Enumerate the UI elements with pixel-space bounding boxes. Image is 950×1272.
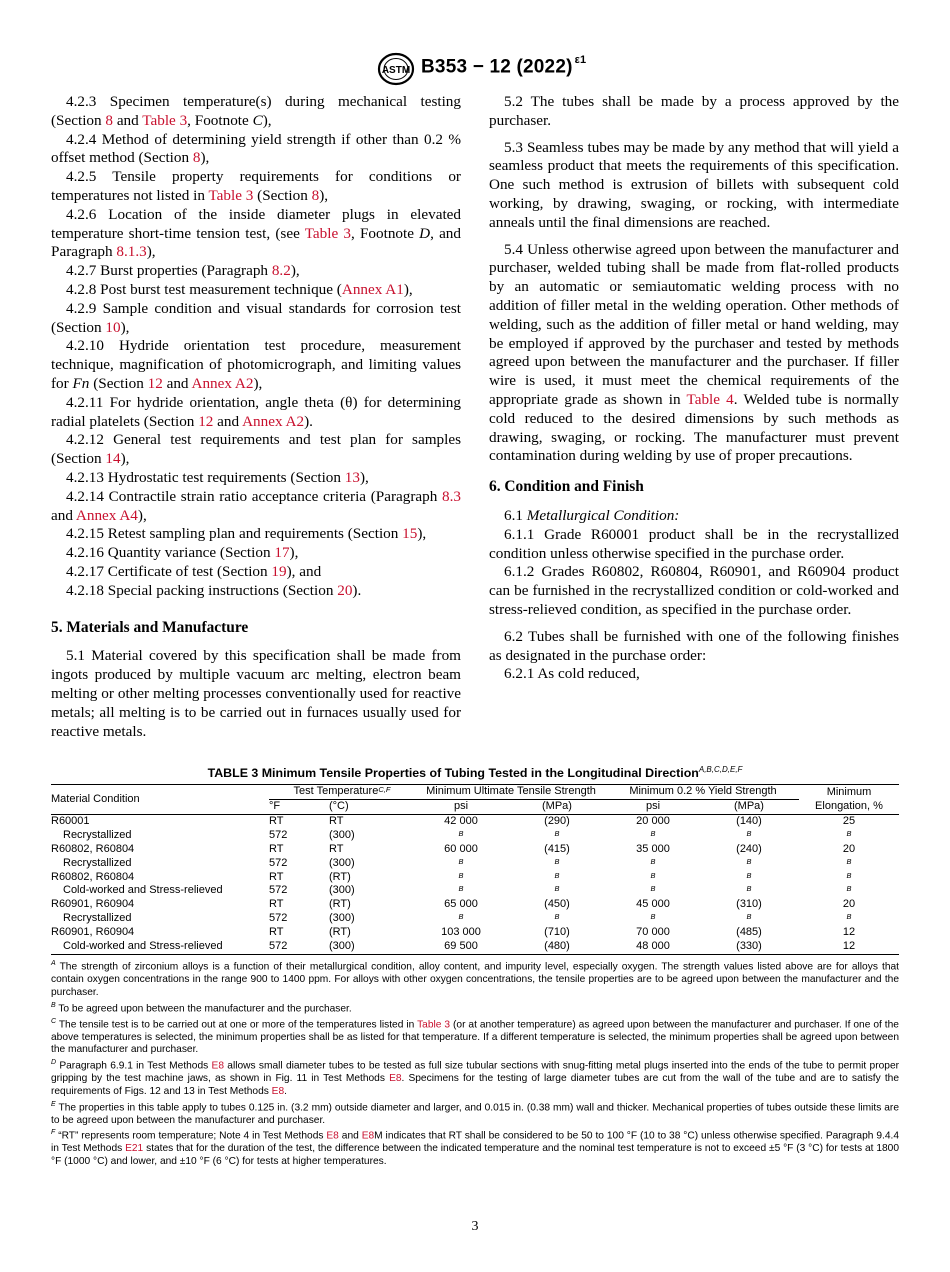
requirement-item [51,563,461,582]
uts-psi-cell [415,884,507,898]
elongation-cell [799,829,899,843]
item-text: (Section [89,374,148,392]
mat-cell: R60802, R60804 [51,870,135,883]
temp-c-cell: RT [329,814,344,827]
table-footnotes [51,958,899,1169]
item-text: 4.2.13 Hydrostatic test requirements (Section [66,468,345,486]
temp-c-cell: (RT) [329,926,351,939]
paragraph-6-1-2: 6.1.2 Grades R60802, R60804, R60901, and R60904 product can be furnished in the recrystallized condition or cold-worked and stress-relieved condition, as specified in the purchase order. [489,563,899,618]
uts-psi-cell: 69 500 [444,940,478,953]
uts-psi-cell: 60 000 [444,842,478,855]
table-body [51,814,899,954]
requirement-item [51,544,461,563]
item-text: 4.2.9 Sample condition and visual standards for corrosion test (Section [51,299,461,336]
cross-reference-link[interactable]: 10 [105,318,121,336]
requirement-item [51,488,461,526]
temp-f-cell: 572 [269,884,288,897]
temp-f-cell: 572 [269,828,288,841]
elongation-cell: 12 [842,926,856,939]
mat-cell: Cold-worked and Stress-relieved [63,884,223,897]
footnote-b-marker: B [458,828,464,838]
temp-c-cell: (RT) [329,870,351,883]
e8-link[interactable]: E8 [211,1060,224,1072]
item-text: and [213,412,243,430]
temp-c-cell: (300) [329,828,355,841]
footnote-b-marker: B [650,828,656,838]
uts-mpa-cell: (290) [544,814,570,827]
footnote-b-marker: B [746,884,752,894]
uts-mpa-cell: (710) [544,926,570,939]
cross-reference-link[interactable]: Table 3 [208,186,254,204]
item-text: 4.2.17 Certificate of test (Section [66,562,272,580]
uts-psi-cell: 42 000 [444,814,478,827]
item-text: 4.2.10 Hydride orientation test procedure, measurement technique, magnification of photomicrograph, and limiting values for [51,337,461,392]
footnote-b-marker: B [554,884,560,894]
ys-mpa-cell: (485) [736,926,762,939]
cross-reference-link[interactable]: 8 [311,186,320,204]
item-emphasis: D [419,224,431,242]
footnote-b-marker: B [650,884,656,894]
mat-cell: R60901, R60904 [51,898,135,911]
uts-mpa-cell: (480) [544,940,570,953]
elongation-cell [799,871,899,885]
table-bottom-rule [51,954,899,955]
unit-psi: psi [607,800,699,815]
ys-psi-cell [607,871,699,885]
footnote-b-marker: B [650,870,656,880]
temp-f-cell: 572 [269,912,288,925]
mat-cell: Recrystallized [63,912,132,925]
ys-mpa-cell: (310) [736,898,762,911]
item-text: 4.2.16 Quantity variance (Section [66,544,275,562]
requirement-item [51,431,461,469]
item-text: , Footnote [351,224,420,242]
mat-cell: Cold-worked and Stress-relieved [63,940,223,953]
footnote-b-marker: B [554,856,560,866]
astm-logo-icon [375,52,417,86]
uts-psi-cell: 65 000 [444,898,478,911]
footnote-b-marker: B [554,828,560,838]
uts-psi-cell [415,871,507,885]
table-4-link[interactable]: Table 4 [686,390,734,408]
table-3-link[interactable]: Table 3 [417,1018,451,1030]
e21-link[interactable]: E21 [125,1143,144,1155]
ys-psi-cell [607,857,699,871]
item-text: 4.2.8 Post burst test measurement technique ( [66,280,342,298]
cross-reference-link[interactable]: 20 [337,581,353,599]
footnote-b-marker: B [458,870,464,880]
footnote-b-marker: B [846,870,852,880]
ys-mpa-cell: (330) [736,940,762,953]
ys-mpa-cell: (140) [736,814,762,827]
svg-text:ASTM: ASTM [381,65,411,76]
requirement-item [51,469,461,488]
mat-cell: Recrystallized [63,856,132,869]
item-text: ). [352,581,362,599]
temp-c-cell: (RT) [329,898,351,911]
footnote-f: $^F$ “RT” represents room temperature; Note 4 in Test Methods E8 and E8M indicates that RT shall be considered to be 50 to 100 °F (10 to 38 °C) unless otherwise specified. Paragraph 9.4.4 in Test Methods E21 states that for the duration of the test, the difference between the indicated temperature and the nominal test temperature is not to exceed ±5 °F (3 °C) for tests at 1800 °F (1000 °C) and lower, and ±10 °F (6 °C) for tests at higher temperatures. [51,1129,900,1168]
paragraph-5-4: 5.4 Unless otherwise agreed upon between the manufacturer and purchaser, welded tubing shall be made from flat-rolled products by an automatic or semiautomatic welding process with no addition of filler metal in the welding operation. Other methods of welding, such as the addition of filler metal or hand welding, may be employed if approved by the purchaser and tested by methods agreed upon between the manufacturer and the purchaser. If filler wire is used, it must meet the chemical requirements of the appropriate grade as shown in Table 4. Welded tube is normally cold reduced to the desired dimensions by such methods as drawing, swaging, or rocking. The manufacturer must prevent contamination during welding by use of proper precautions. [489,240,900,465]
item-text: ), [319,186,329,204]
elongation-cell: 20 [842,842,856,855]
e8m-link[interactable]: E8 [361,1130,375,1142]
item-text: 4.2.14 Contractile strain ratio acceptance criteria (Paragraph [66,487,443,505]
col-header-temperature: Test Temperature$^{C,F}$ [269,785,415,800]
table-row [51,857,899,871]
temp-f-cell: RT [269,926,284,939]
item-text: ), and [286,562,322,580]
footnote-b-marker: B [458,856,464,866]
item-emphasis: Fn [72,374,90,392]
item-text: ), [290,262,300,280]
elongation-cell: 20 [842,898,856,911]
ys-mpa-cell: (240) [736,842,762,855]
item-text: ), [262,111,272,129]
item-text: ), [253,374,263,392]
paragraph-6-1: 6.1 Metallurgical Condition: [504,506,680,524]
item-text: ), [403,280,413,298]
cross-reference-link[interactable]: 8 [192,149,201,167]
temp-f-cell: RT [269,814,284,827]
footnote-c: $^C$ The tensile test is to be carried out at one or more of the temperatures listed in Table 3 (or at another temperature) as agreed upon between the manufacturer and purchaser. If one of the above temperatures is selected, the minimum properties shall be as listed for that temperature. If a different temperature is selected, the minimum properties shall be agreed upon between the manufacturer and purchaser. [51,1017,899,1056]
cross-reference-link[interactable]: 12 [147,374,163,392]
paragraph-5-1: 5.1 Material covered by this specification shall be made from ingots produced by multiple vacuum arc melting, electron beam melting or other melting processes conventionally used for reactive metals; all melting is to be carried out in furnaces usually used for reactive metals. [51,647,461,740]
table-row [51,884,899,898]
cross-reference-link[interactable]: Table 3 [142,111,188,129]
elongation-cell: 12 [842,940,856,953]
requirement-item [51,131,461,169]
item-text: 4.2.3 Specimen temperature(s) during mechanical testing (Section [51,93,461,129]
item-text: and [113,111,143,129]
footnote-b: $^B$ To be agreed upon between the manufacturer and the purchaser. [51,1001,352,1014]
footnote-b-marker: B [746,912,752,922]
cross-reference-link[interactable]: 17 [274,544,290,562]
uts-psi-cell [415,912,507,926]
item-text: 4.2.18 Special packing instructions (Section [66,581,338,599]
footnote-b-marker: B [458,912,464,922]
table-3-title: TABLE 3 Minimum Tensile Properties of Tubing Tested in the Longitudinal Direction$^{A,B,C,D,E,F}$ [207,765,743,781]
table-row [51,829,899,843]
temp-c-cell: RT [329,842,344,855]
paragraph-6-2: 6.2 Tubes shall be furnished with one of the following finishes as designated in the purchase order: [489,627,899,664]
mat-cell: R60001 [51,814,90,827]
cross-reference-link[interactable]: Annex A2 [191,374,254,392]
requirement-item [51,281,461,300]
unit-f: °F [269,800,329,815]
mat-cell: R60802, R60804 [51,842,135,855]
uts-mpa-cell: (415) [544,842,570,855]
cross-reference-link[interactable]: Annex A4 [75,506,138,524]
table-row [51,814,899,828]
footnote-b-marker: B [846,856,852,866]
e8-link[interactable]: E8 [271,1085,285,1097]
table-row [51,912,899,926]
mat-cell: R60901, R60904 [51,926,135,939]
unit-psi: psi [415,800,507,815]
requirement-item [51,168,461,206]
e8-link[interactable]: E8 [326,1130,339,1142]
document-designation: B353 − 12 (2022) $^{\varepsilon 1}$ [421,54,587,78]
ys-psi-cell [607,912,699,926]
table-row [51,926,899,940]
item-text: ). [304,412,313,430]
cross-reference-link[interactable]: Annex A1 [341,280,404,298]
requirement-item [51,525,461,544]
item-text: 4.2.6 Location of the inside diameter plugs in elevated temperature short-time tension test, (see [51,205,461,242]
item-text: ), [120,450,130,468]
uts-psi-cell: 103 000 [441,926,481,939]
temp-f-cell: RT [269,842,284,855]
item-text: , Footnote [187,111,253,129]
footnote-b-marker: B [554,870,560,880]
cross-reference-link[interactable]: 12 [198,412,214,430]
item-text: and [51,506,76,524]
temp-c-cell: (300) [329,856,355,869]
footnote-e: $^E$ The properties in this table apply to tubes 0.125 in. (3.2 mm) outside diameter and larger, and 0.015 in. (0.38 mm) wall and thicker. Mechanical properties of tubes outside these limits are to be agreed upon between the manufacturer and purchaser. [51,1100,899,1126]
ys-mpa-cell [699,857,799,871]
temp-f-cell: 572 [269,940,288,953]
ys-mpa-cell [699,871,799,885]
ys-psi-cell: 45 000 [636,898,670,911]
footnote-b-marker: B [846,884,852,894]
item-text: 4.2.5 Tensile property requirements for conditions or temperatures not listed in [51,168,461,204]
requirement-item [51,394,461,432]
col-header-material: Material Condition [51,785,269,815]
uts-mpa-cell [507,871,607,885]
item-text: ), [417,525,427,543]
uts-mpa-cell: (450) [544,898,570,911]
temp-c-cell: (300) [329,912,355,925]
cross-reference-link[interactable]: 15 [402,525,418,543]
uts-mpa-cell [507,829,607,843]
item-text: ), [120,318,130,336]
footnote-b-marker: B [746,870,752,880]
elongation-cell [799,884,899,898]
cross-reference-link[interactable]: 8.1.3 [116,243,147,261]
ys-mpa-cell [699,829,799,843]
temp-c-cell: (300) [329,940,355,953]
requirement-item [51,93,461,131]
footnote-a: $^A$ The strength of zirconium alloys is a function of their metallurgical condition, alloy content, and impurity level, especially oxygen. The strength values listed above are for alloys that contain oxygen concentrations in the range 900 to 1400 ppm. For alloys with other oxygen concentrations, the tensile properties are to be agreed upon between the manufacturer and the purchaser. [51,960,899,998]
temp-f-cell: RT [269,870,284,883]
unit-mpa: (MPa) [699,800,799,815]
footnote-b-marker: B [746,828,752,838]
section-6-heading: 6. Condition and Finish [489,478,644,496]
item-text: 4.2.12 General test requirements and test plan for samples (Section [51,431,461,468]
requirement-item [51,206,461,262]
uts-mpa-cell [507,912,607,926]
ys-psi-cell: 48 000 [636,940,670,953]
item-text: , and Paragraph [51,224,461,261]
footnote-b-marker: B [650,912,656,922]
page-header [0,52,950,88]
ys-psi-cell [607,829,699,843]
mat-cell: Recrystallized [63,828,132,841]
footnote-b-marker: B [458,884,464,894]
footnote-b-marker: B [846,912,852,922]
cross-reference-link[interactable]: Table 3 [304,224,351,242]
uts-mpa-cell [507,884,607,898]
elongation-cell [799,857,899,871]
item-text: ), [200,149,210,167]
item-text: 4.2.15 Retest sampling plan and requirements (Section [66,525,403,543]
uts-mpa-cell [507,857,607,871]
paragraph-6-1-1: 6.1.1 Grade R60001 product shall be in the recrystallized condition unless otherwise specified in the purchase order. [489,525,899,562]
requirement-item [51,582,461,601]
uts-psi-cell [415,857,507,871]
item-text: ), [289,544,299,562]
table-3 [51,765,899,1169]
ys-psi-cell: 70 000 [636,926,670,939]
item-text: ), [137,506,147,524]
cross-reference-link[interactable]: 8.3 [442,487,461,505]
footnote-b-marker: B [650,856,656,866]
table-row [51,871,899,885]
item-text: 4.2.11 For hydride orientation, angle theta (θ) for determining radial platelets (Section [51,393,461,430]
paragraph-6-2-1: 6.2.1 As cold reduced, [504,665,640,683]
table-row [51,940,899,954]
item-text: (Section [253,186,312,204]
ys-psi-cell: 35 000 [636,842,670,855]
elongation-cell: 25 [842,814,856,827]
col-header-uts: Minimum Ultimate Tensile Strength [415,785,607,800]
item-text: ), [146,243,156,261]
unit-c: (°C) [329,800,415,815]
table-row [51,843,899,857]
requirements-list [51,93,461,601]
col-header-elongation: Minimum Elongation, % [799,785,899,815]
temp-c-cell: (300) [329,884,355,897]
right-column [489,93,899,684]
ys-mpa-cell [699,912,799,926]
ys-mpa-cell [699,884,799,898]
requirement-item [51,337,461,393]
e8-link[interactable]: E8 [389,1073,402,1085]
unit-mpa: (MPa) [507,800,607,815]
requirement-item [51,262,461,281]
item-text: 4.2.4 Method of determining yield strength if other than 0.2 % offset method (Section [51,130,461,167]
table-row [51,898,899,912]
item-text: ), [359,468,369,486]
cross-reference-link[interactable]: 8.2 [271,262,291,280]
item-text: 4.2.7 Burst properties (Paragraph [66,262,272,280]
temp-f-cell: 572 [269,856,288,869]
uts-psi-cell [415,829,507,843]
left-column [51,93,461,749]
item-emphasis: C [252,111,263,129]
paragraph-5-3: 5.3 Seamless tubes may be made by any method that will yield a seamless product that meets the requirements of this specification. One such method is extrusion of billets with subsequent cold working, by drawing, swaging, or rocking, with intermediate anneals until the final dimensions are reached. [489,138,899,231]
tensile-properties-table [51,784,899,954]
cross-reference-link[interactable]: 19 [271,562,287,580]
page-number: 3 [471,1219,479,1234]
cross-reference-link[interactable]: 13 [344,468,360,486]
ys-psi-cell [607,884,699,898]
paragraph-5-2: 5.2 The tubes shall be made by a process approved by the purchaser. [489,93,899,129]
temp-f-cell: RT [269,898,284,911]
section-5-heading: 5. Materials and Manufacture [51,618,249,636]
cross-reference-link[interactable]: 8 [105,111,114,129]
ys-psi-cell: 20 000 [636,814,670,827]
requirement-item [51,300,461,338]
footnote-b-marker: B [846,828,852,838]
col-header-yield: Minimum 0.2 % Yield Strength [607,785,799,800]
cross-reference-link[interactable]: Annex A2 [242,412,305,430]
elongation-cell [799,912,899,926]
footnote-b-marker: B [746,856,752,866]
footnote-b-marker: B [554,912,560,922]
item-text: and [162,374,192,392]
cross-reference-link[interactable]: 14 [105,450,121,468]
footnote-d: $^D$ Paragraph 6.9.1 in Test Methods E8 allows small diameter tubes to be tested as full size tubular sections with snug-fitting metal plugs inserted into the ends of the tube to permit proper gripping by the test machine jaws, as shown in Fig. 11 in Test Methods E8. Specimens for the testing of large diameter tubes are cut from the wall of the tube and are to satisfy the requirements of Figs. 12 and 13 in Test Methods E8. [51,1059,899,1097]
